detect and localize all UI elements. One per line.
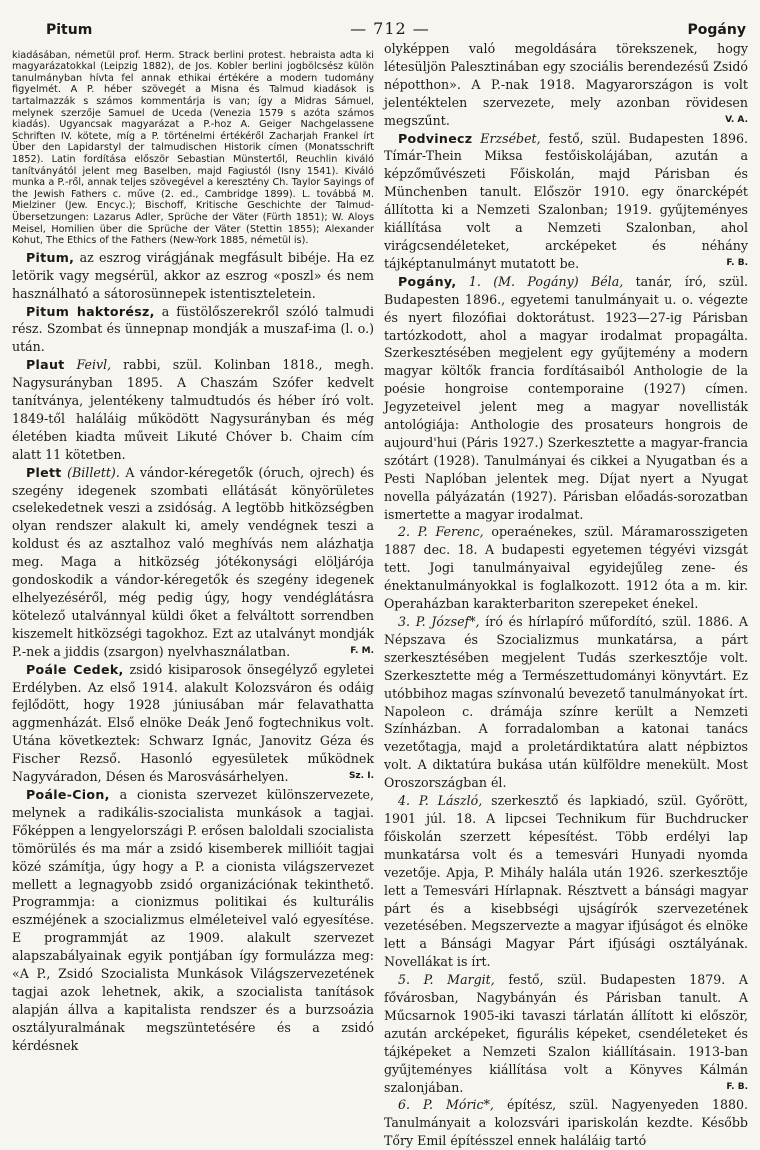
dictionary-entry xyxy=(12,786,374,1055)
entry-text: olyképpen való megoldására törekszenek, hogy létesüljön Palesztinában egy szociális berendezésű Zsidó népotthon». A P.-nak 1918. Magyarországon is volt jelentéktelen szervezete, mely azonban rövidesen megszűnt. xyxy=(384,41,748,128)
dictionary-entry xyxy=(12,356,374,463)
entry-text: a füstölőszerekről szóló talmudi rész. Szombat és ünnepnap mondják a muszaf-ima (l. o.) után. xyxy=(12,303,374,355)
dictionary-entry xyxy=(384,1096,748,1150)
entry-headword: Pitum haktorész, xyxy=(26,303,155,319)
entry-subject-name: 4. P. László, xyxy=(398,793,483,809)
header-right-keyword: Pogány xyxy=(687,22,746,38)
author-signature: F. B. xyxy=(726,1081,748,1092)
running-header xyxy=(12,14,748,38)
right-column xyxy=(384,40,748,1150)
entry-subject-name: 2. P. Ferenc, xyxy=(398,524,484,540)
bibliography-note: kiadásában, németül prof. Herm. Strack berlini protest. hebraista adta ki magyarázatokkal (Leipzig 1882), de Jos. Kobler berlini jogbölcsész külön tanulmányban hívta fel annak ethikai értékére a modern tudomány figyelmét. A P. héber szövegét a Misna és Talmud kiadások is tartalmazzák s számos kommentárja is van; így a Midras Sámuel, melynek szerzője Samuel de Uceda (Venezia 1579 s azóta számos kiadás). Ugyancsak magyarázat a P.-hoz A. Geiger Nachgelassene Schriften IV. kötete, míg a P. történelmi értékéről Zacharjah Frankel írt Über den Lapidarstyl der talmudischen Historik címen (Monatsschrift 1852). Latin fordítása először Sebastian Münstertől, Reuchlin kiváló tanítványától jelent meg Baselben, majd Fagiustól (Isny 1541). Kiváló munka a P.-ről, annak teljes szövegével a keresztény Ch. Taylor Sayings of the Jewish Fathers c. műve (2. ed., Cambridge 1899). L. továbbá M. Mielziner (Jew. Encyc.); Bischoff, Kritische Geschichte der Talmud-Übersetzungen: Lazarus Adler, Sprüche der Väter (Fürth 1851); W. Aloys Meisel, Homilien über die Sprüche der Väter (Stettin 1855); Alexander Kohut, The Ethics of the Fathers (New-York 1885, németül is). xyxy=(12,49,374,247)
author-signature: F. M. xyxy=(350,645,374,656)
dictionary-entry xyxy=(384,523,748,613)
entry-subject-name: 1. (M. Pogány) Béla, xyxy=(468,273,624,289)
left-column xyxy=(12,40,374,1150)
entry-subject-name: 6. P. Móric*, xyxy=(398,1097,494,1113)
dictionary-entry xyxy=(384,613,748,792)
dictionary-entry xyxy=(384,971,748,1096)
dictionary-entry xyxy=(12,303,374,357)
entry-text: író és hírlapíró műfordító, szül. 1886. A Népszava és Szocializmus munkatársa, a párt szerkesztésében megjelent Tudás szerkesztője volt. Szerkesztette még a Természettudományi könyvtárt. Ez utóbbihoz magas színvonalú bevezető tanulmányokat írt. Napoleon c. drámája színre került a Nemzeti Színházban. A forradalomban a katonai tanács vezetőtagja, majd a proletárdiktatúra alatt népbiztos volt. A diktatúra bukása után külföldre menekült. Most Oroszországban él. xyxy=(384,614,748,791)
entry-text: szerkesztő és lapkiadó, szül. Győrött, 1901 júl. 18. A lipcsei Technikum für Buchdrucker főiskolán szerzett képesítést. Több erdélyi lap munkatársa volt és a temesvári Hunyadi nyomda vezetője. Apja, P. Mihály halála után 1926. szerkesztője lett a Temesvári Hírlapnak. Résztvett a bánsági magyar párt és a kisebbségi ujságírók szervezetének vezetésében. Megszervezte a magyar ifjúságot és elnöke lett a Bánsági Magyar Párt ifjúsági osztályának. Novellákat is írt. xyxy=(384,793,748,970)
dictionary-entry xyxy=(12,249,374,303)
right-entries xyxy=(384,40,748,1150)
entry-subject-name: Erzsébet, xyxy=(480,130,541,146)
entry-headword: Pitum, xyxy=(26,249,75,265)
entry-text: A vándor-kéregetők (óruch, ojrech) és szegény idegenek szombati ellátását könyörületes cselekedetnek veszi a zsidóság. A legtöbb hitközségben olyan rendszer alakult ki, amely vendégnek teszi a koldust és az asztalhoz való meghívás nem alázhatja meg. Maga a hitközség jótékonysági elöljárója gondoskodik a vándor-kéregetők és szegény idegenek elhelyezéséről, még pedig úgy, hogy vendéglátásra kötelező utalvánnyal küldi őket a felváltott sorrendben kiszemelt hitközségi tagokhoz. Ezt az utalványt mondják P.-nek a jiddis (zsargon) nyelvhasználatban. xyxy=(12,464,374,659)
entry-text: operaénekes, szül. Máramarosszigeten 1887 dec. 18. A budapesti egyetemen tégyévi vizsgát tett. Jogi tanulmányaival egyidejűleg zene- és énektanulmányokkal is foglalkozott. 1912 óta a m. kir. Operaházban karakterbariton szerepeket énekel. xyxy=(384,524,749,612)
author-signature: F. B. xyxy=(726,257,748,268)
dictionary-entry xyxy=(384,273,748,524)
entry-subject-name: 5. P. Margit, xyxy=(398,972,495,988)
dictionary-entry xyxy=(384,792,748,971)
entry-headword: Poále Cedek, xyxy=(26,661,124,677)
dictionary-entry xyxy=(12,661,374,786)
entry-subject-name: Feivl, xyxy=(76,357,112,373)
page-number: — 712 — xyxy=(350,19,430,38)
entry-text: az eszrog virágjának megfásult bibéje. Ha ez letörik vagy megsérül, akkor az eszrog «poszl» és nem használható a sátorosünnepek istentiszteletein. xyxy=(12,249,374,301)
header-left-keyword: Pitum xyxy=(46,22,93,38)
dictionary-entry xyxy=(384,40,748,130)
entry-text: építész, szül. Nagyenyeden 1880. Tanulmányait a kolozsvári ipariskolán kezdte. Később Tőry Emil építésszel ennek haláláig tartó xyxy=(384,1097,748,1149)
entry-subject-name: (Billett). xyxy=(67,464,120,480)
entry-headword: Plett xyxy=(26,464,62,480)
entry-text: a cionista szervezet különszervezete, melynek a radikális-szocialista munkások a tagjai. Főképpen a lengyelországi P. erősen baloldali szocialista tömörülés és ma már a zsidó kisemberek millióit tagjai közé számítja, úgy hogy a P. a cionista világszervezet mellett a legnagyobb zsidó organizációnak tekinthető. Programmja: a cionizmus politikai és kulturális eszméjének a szocializmus elméleteivel való egyesítése. E programmját az 1909. alakult szervezet alapszabályainak egyik pontjában így formulázza meg: «A P., Zsidó Szocialista Munkások Világszervezetének tagjai azok lehetnek, akik, a szocialista tanítások alapján állva a kapitalista rendszer és a burzsoázia osztályuralmának megszüntetésére és a zsidó kérdésnek xyxy=(12,786,374,1053)
entry-subject-name: 3. P. József*, xyxy=(398,614,480,629)
entry-text: festő, szül. Budapesten 1879. A fővárosban, Nagybányán és Párisban tanult. A Műcsarnok 1905-iki tavaszi tárlatán állított ki először, azután arcképeket, figurális képeket, csendéleteket és tájképeket a Nemzeti Szalon kiállításain. 1913-ban gyűjteményes kiállítása volt a Könyves Kálmán szalonjában. xyxy=(384,972,748,1095)
entry-text: zsidó kisiparosok önsegélyző egyletei Erdélyben. Az első 1914. alakult Kolozsváron és odáig fejlődött, hogy 1928 júniusában már felavathatta aggmenházát. Első elnöke Deák Jenő fogtechnikus volt. Utána következtek: Schwarz Ignác, Janovitz Géza és Fischer Rezső. Hasonló egyesületek működnek Nagyváradon, Désen és Marosvásárhelyen. xyxy=(12,661,374,785)
entry-headword: Pogány, xyxy=(398,273,457,289)
dictionary-entry xyxy=(384,130,748,273)
dictionary-entry xyxy=(12,464,374,661)
entry-text: rabbi, szül. Kolinban 1818., megh. Nagysurányban 1895. A Chaszám Szófer kedvelt tanítványa, jelentékeny talmudtudós és héber író volt. 1849-től haláláig működött Nagysurányban és még életében kiadta műveit Likuté Chóver b. Chaim cím alatt 11 kötetben. xyxy=(12,357,374,462)
entry-headword: Poále-Cion, xyxy=(26,786,110,802)
author-signature: Sz. I. xyxy=(348,771,374,782)
author-signature: V. A. xyxy=(725,114,748,125)
entry-headword: Plaut xyxy=(26,357,65,373)
entry-text: tanár, író, szül. Budapesten 1896., egyetemi tanulmányait u. o. végezte és nyert filozófiai doktorátust. 1923—27-ig Párisban tartózkodott, ahol a magyar irodalmat propagálta. Szerkesztésében megjelent egy gyűjtemény a modern magyar költők francia fordításaiból Anthologie de la poésie hongroise contemporaine (1927) címen. Jegyzeteivel jelent meg a magyar novellisták antológiája: Anthologie des prosateurs hongrois de aujourd'hui (Páris 1927.) Szerkesztette a magyar-francia szótárt (1928). Tanulmányai és cikkei a Nyugatban és a Pesti Naplóban jelentek meg. Díjat nyert a Nyugat novella pályázatán (1927). Párisban előadás-sorozatban ismertette a magyar irodalmat. xyxy=(384,273,748,522)
entry-headword: Podvinecz xyxy=(398,130,473,146)
left-entries xyxy=(12,249,374,1055)
entry-text: festő, szül. Budapesten 1896. Tímár-Thein Miksa festőiskolájában, azután a képzőművészeti Főiskolán, majd Párisban és Münchenben tanult. Először 1910. egy önarcképét állította ki a Nemzeti Szalonban; 1919. gyűjteményes kiállítása volt a Nemzeti Szalonban, ahol virágcsendéleteket, arcképeket és néhány tájképtanulmányt mutatott be. xyxy=(384,130,748,271)
